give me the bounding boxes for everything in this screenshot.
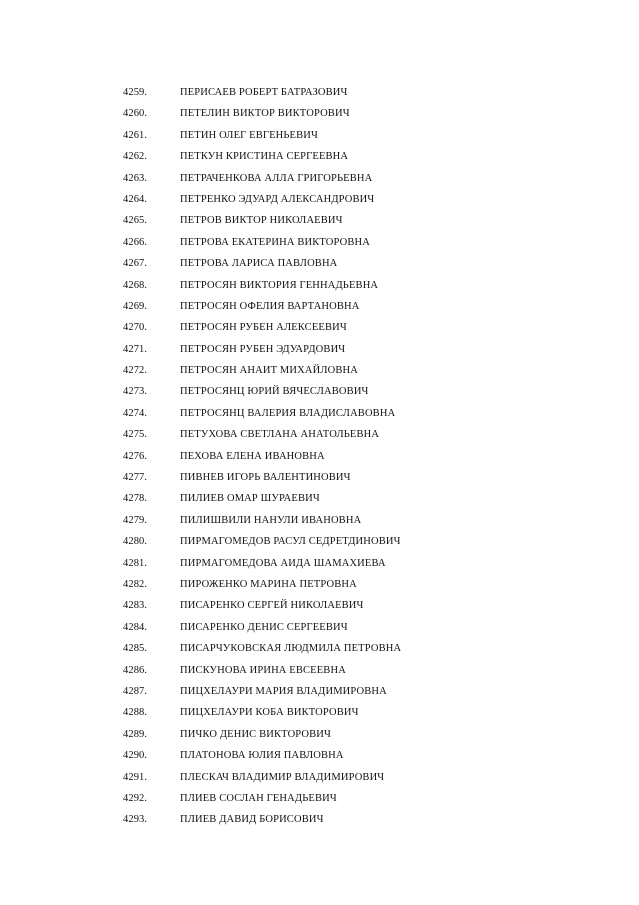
entry-number: 4274. [123,407,148,419]
entry-name: ПЕТРОСЯН РУБЕН АЛЕКСЕЕВИЧ [180,322,347,334]
list-item [0,424,639,445]
entry-name: ПИЦХЕЛАУРИ МАРИЯ ВЛАДИМИРОВНА [180,685,387,697]
entry-name: ПЛАТОНОВА ЮЛИЯ ПАВЛОВНА [180,750,344,762]
list-item [0,103,639,124]
list-item [0,339,639,360]
entry-number: 4292. [123,792,148,804]
entry-number: 4278. [123,493,148,505]
list-item [0,317,639,338]
list-item [0,788,639,809]
entry-number: 4270. [123,322,148,334]
entry-name: ПЕТРОВ ВИКТОР НИКОЛАЕВИЧ [180,215,343,227]
entry-name: ПЕТЕЛИН ВИКТОР ВИКТОРОВИЧ [180,108,350,120]
entry-name: ПИСАРЕНКО СЕРГЕЙ НИКОЛАЕВИЧ [180,600,364,612]
entry-number: 4267. [123,258,148,270]
entry-name: ПИРМАГОМЕДОВА АИДА ШАМАХИЕВА [180,557,386,569]
entry-name: ПЕТРОСЯНЦ ЮРИЙ ВЯЧЕСЛАВОВИЧ [180,386,369,398]
entry-name: ПЕТРОСЯН ВИКТОРИЯ ГЕННАДЬЕВНА [180,279,379,291]
entry-name: ПЕТРОСЯН РУБЕН ЭДУАРДОВИЧ [180,343,346,355]
entry-name: ПЕТРАЧЕНКОВА АЛЛА ГРИГОРЬЕВНА [180,172,373,184]
list-item [0,510,639,531]
entry-name: ПИСАРЧУКОВСКАЯ ЛЮДМИЛА ПЕТРОВНА [180,643,402,655]
list-item [0,574,639,595]
entry-name: ПЛИЕВ ДАВИД БОРИСОВИЧ [180,814,324,826]
entry-number: 4276. [123,450,148,462]
list-item [0,232,639,253]
entry-number: 4277. [123,472,148,484]
entry-name: ПЛЕСКАЧ ВЛАДИМИР ВЛАДИМИРОВИЧ [180,771,385,783]
entry-name: ПЕТРОСЯН ОФЕЛИЯ ВАРТАНОВНА [180,300,360,312]
list-item [0,702,639,723]
entry-name: ПИРМАГОМЕДОВ РАСУЛ СЕДРЕТДИНОВИЧ [180,536,401,548]
entry-number: 4264. [123,193,148,205]
list-item [0,467,639,488]
list-item [0,767,639,788]
list-item [0,403,639,424]
entry-name: ПИЦХЕЛАУРИ КОБА ВИКТОРОВИЧ [180,707,359,719]
list-item [0,446,639,467]
entry-number: 4271. [123,343,148,355]
entry-number: 4291. [123,771,148,783]
entry-number: 4272. [123,365,148,377]
entry-name: ПИЛИШВИЛИ НАНУЛИ ИВАНОВНА [180,514,362,526]
entry-number: 4286. [123,664,148,676]
entry-number: 4275. [123,429,148,441]
list-item [0,638,639,659]
list-item [0,381,639,402]
entry-name: ПЕТРОВА ЛАРИСА ПАВЛОВНА [180,258,338,270]
list-item [0,168,639,189]
list-item [0,724,639,745]
entry-number: 4290. [123,750,148,762]
entry-number: 4261. [123,129,148,141]
list-item [0,82,639,103]
entry-name: ПЕТИН ОЛЕГ ЕВГЕНЬЕВИЧ [180,129,318,141]
entry-number: 4284. [123,621,148,633]
entry-number: 4268. [123,279,148,291]
list-item [0,253,639,274]
list-item [0,531,639,552]
entry-name: ПИЧКО ДЕНИС ВИКТОРОВИЧ [180,728,332,740]
list-item [0,125,639,146]
entry-number: 4266. [123,236,148,248]
entry-number: 4293. [123,814,148,826]
list-item [0,275,639,296]
entry-number: 4260. [123,108,148,120]
entry-number: 4288. [123,707,148,719]
list-item [0,681,639,702]
entry-number: 4279. [123,514,148,526]
list-item [0,809,639,830]
list-item [0,360,639,381]
entry-number: 4269. [123,300,148,312]
entry-number: 4265. [123,215,148,227]
list-item [0,296,639,317]
entry-name: ПЕТРОВА ЕКАТЕРИНА ВИКТОРОВНА [180,236,370,248]
entry-name: ПЛИЕВ СОСЛАН ГЕНАДЬЕВИЧ [180,792,337,804]
list-item [0,488,639,509]
list-item [0,210,639,231]
entry-name: ПЕХОВА ЕЛЕНА ИВАНОВНА [180,450,325,462]
name-list [0,82,639,831]
entry-name: ПЕТУХОВА СВЕТЛАНА АНАТОЛЬЕВНА [180,429,380,441]
entry-number: 4287. [123,685,148,697]
entry-name: ПЕТРОСЯН АНАИТ МИХАЙЛОВНА [180,365,358,377]
list-item [0,189,639,210]
entry-name: ПЕРИСАЕВ РОБЕРТ БАТРАЗОВИЧ [180,87,348,98]
list-item [0,553,639,574]
entry-name: ПЕТРЕНКО ЭДУАРД АЛЕКСАНДРОВИЧ [180,193,375,205]
entry-number: 4282. [123,578,148,590]
entry-name: ПЕТРОСЯНЦ ВАЛЕРИЯ ВЛАДИСЛАВОВНА [180,407,396,419]
list-item [0,617,639,638]
list-item [0,660,639,681]
entry-number: 4281. [123,557,148,569]
entry-number: 4262. [123,151,148,163]
entry-number: 4289. [123,728,148,740]
entry-name: ПЕТКУН КРИСТИНА СЕРГЕЕВНА [180,151,349,163]
entry-number: 4273. [123,386,148,398]
list-item [0,745,639,766]
entry-name: ПИЛИЕВ ОМАР ШУРАЕВИЧ [180,493,320,505]
entry-number: 4280. [123,536,148,548]
entry-name: ПИРОЖЕНКО МАРИНА ПЕТРОВНА [180,578,357,590]
entry-number: 4285. [123,643,148,655]
entry-number: 4259. [123,87,148,98]
entry-name: ПИСАРЕНКО ДЕНИС СЕРГЕЕВИЧ [180,621,348,633]
entry-number: 4263. [123,172,148,184]
entry-number: 4283. [123,600,148,612]
entry-name: ПИСКУНОВА ИРИНА ЕВСЕЕВНА [180,664,346,676]
entry-name: ПИВНЕВ ИГОРЬ ВАЛЕНТИНОВИЧ [180,472,351,484]
list-item [0,146,639,167]
list-item [0,595,639,616]
